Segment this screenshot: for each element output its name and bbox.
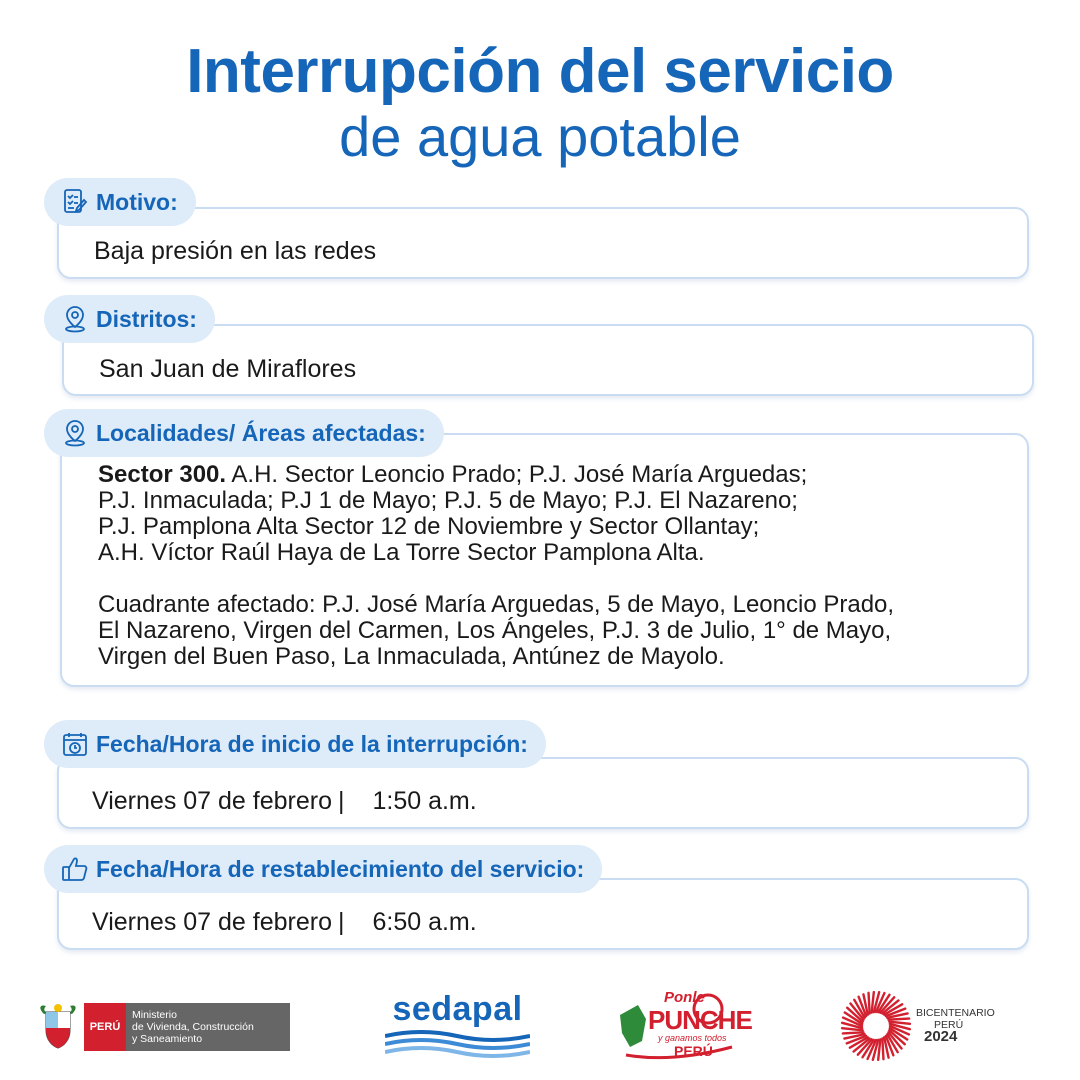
motivo-value: Baja presión en las redes <box>94 237 377 265</box>
inicio-separator: | <box>337 787 345 815</box>
ministerio-line: de Vivienda, Construcción <box>132 1021 254 1033</box>
bicentenario-text <box>916 1007 995 1044</box>
bicentenario-emblem-icon <box>840 990 912 1062</box>
sector-title: Sector 300. <box>98 461 227 488</box>
ponle-line: y ganamos todos <box>658 1033 727 1043</box>
restablecimiento-pill <box>44 845 602 893</box>
bicentenario-line: BICENTENARIO <box>916 1007 995 1019</box>
inicio-label: Fecha/Hora de inicio de la interrupción: <box>96 730 528 757</box>
restablecimiento-separator: | <box>337 908 345 936</box>
ministerio-name <box>126 1009 254 1045</box>
cuadrante-line: El Nazareno, Virgen del Carmen, Los Ángeles, P.J. 3 de Julio, 1° de Mayo, <box>98 617 892 644</box>
motivo-label: Motivo: <box>96 188 178 215</box>
ministerio-line: Ministerio <box>132 1009 177 1021</box>
location-pin-icon <box>60 418 90 448</box>
localidades-content <box>98 462 1028 696</box>
calendar-clock-icon <box>60 729 90 759</box>
distritos-pill <box>44 295 215 343</box>
page-title: Interrupción del servicio <box>186 37 894 106</box>
ministerio-peru-tag: PERÚ <box>84 1003 126 1051</box>
inicio-value <box>92 787 477 816</box>
ministerio-logo <box>84 1003 290 1051</box>
ponle-punche-word: PUNCHE <box>648 1005 752 1035</box>
restablecimiento-date: Viernes 07 de febrero <box>92 908 332 936</box>
inicio-time: 1:50 a.m. <box>372 787 477 815</box>
sedapal-logo-text: sedapal <box>392 990 523 1028</box>
sector-line: P.J. Pamplona Alta Sector 12 de Noviembre y Sector Ollantay; <box>98 513 760 540</box>
peru-coat-of-arms-icon <box>36 1000 80 1054</box>
motivo-pill <box>44 178 196 226</box>
sector-paragraph <box>98 462 1028 566</box>
bicentenario-line: PERÚ <box>934 1019 964 1031</box>
bicentenario-year: 2024 <box>924 1028 958 1045</box>
restablecimiento-value <box>92 908 477 937</box>
page-subtitle: de agua potable <box>339 105 741 168</box>
restablecimiento-time: 6:50 a.m. <box>372 908 477 936</box>
sector-line: P.J. Inmaculada; P.J 1 de Mayo; P.J. 5 de Mayo; P.J. El Nazareno; <box>98 487 798 514</box>
restablecimiento-label: Fecha/Hora de restablecimiento del servicio: <box>96 855 585 882</box>
cuadrante-line: Cuadrante afectado: P.J. José María Arguedas, 5 de Mayo, Leoncio Prado, <box>98 591 895 618</box>
distritos-label: Distritos: <box>96 305 197 332</box>
sedapal-waves-icon <box>385 1030 530 1060</box>
distritos-value: San Juan de Miraflores <box>99 355 357 383</box>
sector-line: A.H. Víctor Raúl Haya de La Torre Sector Pamplona Alta. <box>98 539 705 566</box>
ponle-punche-logo <box>612 985 752 1065</box>
cuadrante-line: Virgen del Buen Paso, La Inmaculada, Antúnez de Mayolo. <box>98 643 725 670</box>
ministerio-line: y Saneamiento <box>132 1033 203 1045</box>
sector-line: A.H. Sector Leoncio Prado; P.J. José María Arguedas; <box>226 461 808 488</box>
cuadrante-paragraph <box>98 592 1028 670</box>
thumbs-up-icon <box>60 854 90 884</box>
inicio-pill <box>44 720 546 768</box>
ponle-line: PERÚ <box>674 1043 713 1059</box>
location-pin-icon <box>60 304 90 334</box>
ponle-line: Ponle <box>664 989 705 1006</box>
document-checklist-icon <box>60 187 90 217</box>
localidades-pill <box>44 409 444 457</box>
inicio-date: Viernes 07 de febrero <box>92 787 332 815</box>
localidades-label: Localidades/ Áreas afectadas: <box>96 419 426 446</box>
